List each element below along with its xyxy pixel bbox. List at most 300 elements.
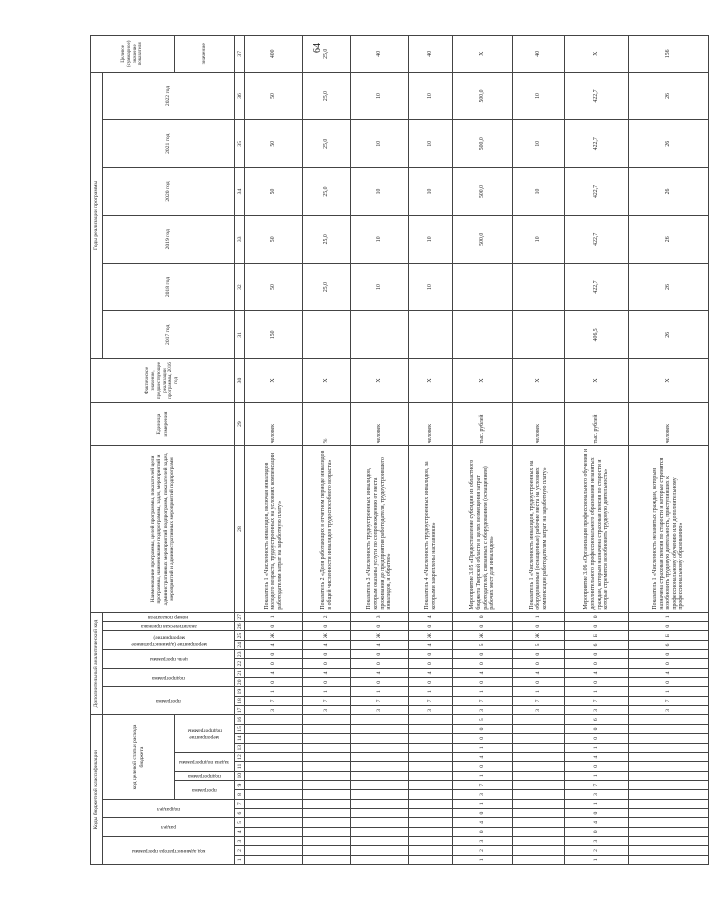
row-year-value: 50 (245, 263, 303, 311)
row-name: Мероприятие 3.05 «Предоставление субсидии из областного бюджета Тверской области в целях возмещения затрат работодателей, связанных с оборудованием (оснащением) рабочих мест для инвалидов» (453, 446, 513, 612)
code-cell: 0 (303, 678, 351, 687)
code-cell: 3 (351, 706, 409, 715)
code-cell: 5 (453, 715, 513, 724)
code-cell: 2 (303, 612, 351, 621)
code-cell (513, 855, 565, 864)
code-cell (629, 762, 709, 771)
table-row (351, 36, 409, 865)
code-cell: 0 (245, 650, 303, 659)
code-cell: 1 (565, 743, 629, 752)
code-cell: 0 (351, 622, 409, 631)
code-cell: 3 (409, 706, 453, 715)
code-cell (513, 780, 565, 789)
row-year-value: 26 (629, 311, 709, 359)
code-cell: 4 (303, 640, 351, 649)
code-cell (513, 799, 565, 808)
code-cell: 0 (565, 724, 629, 733)
code-cell: 0 (565, 612, 629, 621)
header-target-column: Целевое (суммарное) значение показателя (91, 36, 175, 73)
row-year-value: 10 (513, 72, 565, 120)
code-cell: 7 (513, 696, 565, 705)
code-cell: 7 (453, 696, 513, 705)
code-cell (409, 724, 453, 733)
code-cell: 1 (409, 687, 453, 696)
code-cell (351, 771, 409, 780)
row-year-value: 10 (351, 215, 409, 263)
code-cell: 1 (453, 855, 513, 864)
header-fact-column: Фактическое значение, предшествующее реализации программы, 2016 год (91, 359, 235, 403)
column-number: 33 (235, 215, 245, 263)
row-unit: человек (629, 402, 709, 446)
row-fact-value: Х (351, 359, 409, 403)
row-year-value: 26 (629, 263, 709, 311)
code-cell: 7 (245, 696, 303, 705)
row-unit: тыс. рублей (453, 402, 513, 446)
code-cell (513, 836, 565, 845)
row-fact-value: Х (513, 359, 565, 403)
row-year-value: 50 (245, 120, 303, 168)
column-number: 28 (235, 446, 245, 612)
row-year-value (303, 311, 351, 359)
row-fact-value: Х (629, 359, 709, 403)
code-cell (629, 752, 709, 761)
header-name-column: Наименование программы, целей программы, показателей цели программы, наименование подпрограммы, задач, мероприятий и административных мероприятий подпрограмм, показателей задач, мероприятий и административных мероприятий подпрограмм (91, 446, 235, 612)
column-number: 5 (235, 818, 245, 827)
header-unit-column: Единица измерения (91, 402, 235, 446)
code-cell: 0 (513, 650, 565, 659)
table-row (303, 36, 351, 865)
row-unit: человек (513, 402, 565, 446)
code-cell: 7 (453, 780, 513, 789)
code-cell (409, 762, 453, 771)
code-cell: 1 (303, 687, 351, 696)
code-cell (351, 734, 409, 743)
column-number: 4 (235, 827, 245, 836)
code-cell: 5 (513, 640, 565, 649)
code-cell (513, 762, 565, 771)
header-task-area (175, 752, 235, 771)
code-cell: 0 (351, 678, 409, 687)
row-year-value: 422,7 (565, 72, 629, 120)
code-cell (513, 743, 565, 752)
row-year-value: 25,0 (303, 168, 351, 216)
code-cell: 0 (513, 622, 565, 631)
code-cell: 0 (453, 808, 513, 817)
code-cell (303, 762, 351, 771)
row-year-value: 10 (513, 215, 565, 263)
code-cell: 1 (453, 743, 513, 752)
code-cell: 1 (513, 687, 565, 696)
code-cell (303, 808, 351, 817)
header-year-2017: 2017 год (103, 311, 235, 359)
code-cell: 4 (409, 640, 453, 649)
header-dac-indicator-text: номер показателя (148, 614, 189, 621)
row-target-value: Х (453, 36, 513, 73)
code-cell (245, 724, 303, 733)
code-cell (351, 752, 409, 761)
code-cell: Ж (351, 631, 409, 640)
code-cell (351, 808, 409, 817)
code-cell (245, 734, 303, 743)
code-cell: 7 (351, 696, 409, 705)
rotated-page-wrapper (90, 35, 685, 865)
code-cell: 0 (453, 827, 513, 836)
header-subsection-text: подраздел (156, 805, 181, 812)
code-cell (629, 836, 709, 845)
code-cell: 0 (453, 622, 513, 631)
code-cell (351, 836, 409, 845)
code-cell: 3 (303, 706, 351, 715)
code-cell (303, 780, 351, 789)
column-number: 16 (236, 716, 243, 723)
row-year-value (453, 263, 513, 311)
code-cell: 0 (453, 659, 513, 668)
row-target-value: 25,0 (303, 36, 351, 73)
row-year-value: 50 (245, 215, 303, 263)
header-dac-task-text: цель программы (149, 656, 188, 663)
code-cell: 1 (565, 855, 629, 864)
code-cell: 4 (409, 668, 453, 677)
code-cell (351, 780, 409, 789)
code-cell (629, 790, 709, 799)
header-extra-code: Дополнительный аналитический код (91, 612, 103, 715)
code-cell (513, 818, 565, 827)
code-cell: 4 (565, 668, 629, 677)
row-fact-value: Х (453, 359, 513, 403)
row-year-value: 10 (351, 120, 409, 168)
row-target-value: 40 (351, 36, 409, 73)
column-number: 35 (235, 120, 245, 168)
row-fact-value: Х (409, 359, 453, 403)
row-year-value (453, 311, 513, 359)
code-cell: 0 (245, 678, 303, 687)
header-year-2021: 2021 год (103, 120, 235, 168)
row-year-value: 406,5 (565, 311, 629, 359)
row-year-value: 422,7 (565, 215, 629, 263)
code-cell (629, 724, 709, 733)
code-cell: 4 (453, 752, 513, 761)
code-cell (513, 790, 565, 799)
header-dac-kind (103, 622, 235, 631)
row-year-value: 10 (409, 120, 453, 168)
row-year-value: 422,7 (565, 168, 629, 216)
code-cell (303, 724, 351, 733)
code-cell (409, 818, 453, 827)
row-year-value: 50 (245, 72, 303, 120)
row-name: Показатель 4 «Численность трудоустроенных инвалидов, за которыми закреплены наставники» (409, 446, 453, 612)
row-year-value: 150 (245, 311, 303, 359)
code-cell (409, 808, 453, 817)
code-cell (351, 724, 409, 733)
code-cell (629, 771, 709, 780)
column-number: 11 (236, 763, 243, 770)
row-year-value: 10 (513, 168, 565, 216)
row-name: Показатель 1 «Численность инвалидов, включая инвалидов молодого возраста, трудоустроенных на условиях компенсации работодателям затрат на заработную плату» (245, 446, 303, 612)
column-number: 24 (236, 642, 243, 648)
code-cell: 1 (245, 612, 303, 621)
code-cell: 0 (409, 650, 453, 659)
code-cell: 3 (245, 706, 303, 715)
code-cell (303, 771, 351, 780)
code-cell (351, 855, 409, 864)
code-cell (245, 808, 303, 817)
row-year-value: 422,7 (565, 120, 629, 168)
code-cell: 7 (303, 696, 351, 705)
header-activity-area (175, 715, 235, 752)
code-cell (245, 752, 303, 761)
column-number: 23 (236, 651, 243, 658)
code-cell: 7 (565, 780, 629, 789)
header-dac-kind-text: аналитическая признака (140, 623, 197, 630)
header-activity-area-text: мероприятие подпрограммы (187, 727, 222, 741)
code-cell (629, 734, 709, 743)
row-year-value: 422,7 (565, 263, 629, 311)
code-cell: Ж (453, 631, 513, 640)
header-year-2022: 2022 год (103, 72, 235, 120)
code-cell (409, 780, 453, 789)
code-cell: 6 (565, 640, 629, 649)
code-cell (351, 715, 409, 724)
row-year-value: 500,0 (453, 72, 513, 120)
row-year-value: 10 (513, 120, 565, 168)
header-value: значение (175, 36, 235, 73)
code-cell (245, 780, 303, 789)
header-admin-code (103, 836, 235, 864)
code-cell (629, 799, 709, 808)
row-name: Показатель 2 «Доля работающих в отчетном периоде инвалидов в общей численности инвалидов трудоспособного возраста» (303, 446, 351, 612)
code-cell (303, 734, 351, 743)
table-row (409, 36, 453, 865)
code-cell: 3 (629, 706, 709, 715)
column-number: 34 (235, 168, 245, 216)
column-number: 30 (235, 359, 245, 403)
row-name: Показатель 3 «Численность трудоустроенных инвалидов, которым оказаны услуги по сопровождению от места проживания до предприятия работодателя, трудоустроившего инвалидов, и обратно» (351, 446, 409, 612)
row-target-value: Х (565, 36, 629, 73)
code-cell (245, 855, 303, 864)
code-cell: 0 (453, 762, 513, 771)
code-cell: 1 (453, 771, 513, 780)
code-cell: 1 (513, 612, 565, 621)
header-budget-codes: Коды бюджетной классификации (91, 715, 103, 865)
table-body (245, 36, 709, 865)
header-subprogram (175, 771, 235, 780)
code-cell (351, 743, 409, 752)
code-cell: 1 (629, 612, 709, 621)
row-year-value: 500,0 (453, 120, 513, 168)
row-year-value (513, 311, 565, 359)
table-row (513, 36, 565, 865)
code-cell: 1 (351, 687, 409, 696)
code-cell: 0 (565, 762, 629, 771)
code-cell (409, 855, 453, 864)
row-year-value: 10 (351, 168, 409, 216)
code-cell: 4 (453, 818, 513, 827)
code-cell: 4 (513, 668, 565, 677)
column-number: 31 (235, 311, 245, 359)
row-year-value (513, 263, 565, 311)
header-year-2018: 2018 год (103, 263, 235, 311)
row-unit: человек (409, 402, 453, 446)
row-year-value: 26 (629, 72, 709, 120)
code-cell (513, 808, 565, 817)
code-cell: 1 (565, 799, 629, 808)
header-section (103, 818, 235, 837)
code-cell: 0 (513, 659, 565, 668)
row-unit: человек (351, 402, 409, 446)
code-cell (409, 827, 453, 836)
row-year-value (351, 311, 409, 359)
row-target-value: 156 (629, 36, 709, 73)
code-cell: 4 (629, 668, 709, 677)
header-dac-activity (103, 631, 235, 650)
header-year-2020: 2020 год (103, 168, 235, 216)
code-cell (303, 818, 351, 827)
code-cell (245, 827, 303, 836)
code-cell: 0 (565, 622, 629, 631)
header-program-text: программа (192, 786, 217, 793)
code-cell: 0 (453, 734, 513, 743)
code-cell: 5 (453, 640, 513, 649)
code-cell: 0 (245, 622, 303, 631)
code-cell: 7 (629, 696, 709, 705)
code-cell: 0 (565, 734, 629, 743)
row-year-value: 26 (629, 215, 709, 263)
code-cell (409, 799, 453, 808)
column-number: 3 (235, 836, 245, 845)
code-cell: 4 (351, 668, 409, 677)
code-cell (513, 752, 565, 761)
code-cell: Б (565, 631, 629, 640)
header-years-group: Годы реализации программы (91, 72, 103, 359)
code-cell: 4 (303, 668, 351, 677)
row-year-value: 10 (351, 72, 409, 120)
row-name: Показатель 1 «Численность инвалидов, трудоустроенных на оборудованные (оснащенные) рабочие места на условиях компенсации работодателям затрат на заработную плату» (513, 446, 565, 612)
header-dac-program-text: программа (156, 698, 181, 705)
code-cell: 4 (245, 640, 303, 649)
code-cell: 3 (351, 612, 409, 621)
table-row (629, 36, 709, 865)
code-cell: 0 (303, 650, 351, 659)
code-cell: 3 (565, 790, 629, 799)
header-section-text: раздел (161, 824, 176, 831)
code-cell (351, 846, 409, 855)
column-number: 17 (236, 707, 243, 714)
code-cell: 4 (565, 818, 629, 827)
column-number: 22 (236, 660, 243, 667)
code-cell: 6 (565, 715, 629, 724)
code-cell (303, 799, 351, 808)
code-cell (245, 818, 303, 827)
code-cell (351, 799, 409, 808)
column-number: 2 (235, 846, 245, 855)
column-number: 36 (235, 72, 245, 120)
code-cell: 4 (245, 668, 303, 677)
row-name: Показатель 1 «Численность незанятых граждан, которым назначена страховая пенсия по старости и которые стремятся возобновить трудовую деятельность, приступивших к профессиональному обучению или дополнительному профессиональному образованию» (629, 446, 709, 612)
table-row (453, 36, 513, 865)
code-cell: 4 (409, 612, 453, 621)
row-year-value: 500,0 (453, 215, 513, 263)
code-cell (409, 752, 453, 761)
row-year-value: 50 (245, 168, 303, 216)
header-program (175, 780, 235, 799)
code-cell (513, 771, 565, 780)
column-number: 18 (236, 698, 243, 704)
code-cell: 0 (245, 659, 303, 668)
column-number-row (235, 36, 245, 865)
column-number: 27 (236, 614, 243, 620)
column-number: 7 (235, 799, 245, 808)
code-cell (513, 734, 565, 743)
code-cell (409, 734, 453, 743)
code-cell (351, 762, 409, 771)
code-cell: 0 (629, 678, 709, 687)
code-cell (629, 846, 709, 855)
code-cell: Ж (303, 631, 351, 640)
code-cell (629, 808, 709, 817)
code-cell: 0 (453, 612, 513, 621)
header-subsection (103, 799, 235, 818)
row-year-value (409, 311, 453, 359)
column-number: 26 (236, 623, 243, 630)
row-fact-value: Х (565, 359, 629, 403)
column-number: 1 (235, 855, 245, 864)
budget-program-table (90, 35, 709, 865)
code-cell: 4 (565, 752, 629, 761)
code-cell: 2 (453, 846, 513, 855)
code-cell (513, 846, 565, 855)
header-dac-program (103, 687, 235, 715)
code-cell (629, 743, 709, 752)
row-year-value: 26 (629, 120, 709, 168)
code-cell: 3 (453, 706, 513, 715)
code-cell: 0 (565, 808, 629, 817)
code-cell: 3 (453, 836, 513, 845)
code-cell (303, 836, 351, 845)
code-cell (351, 818, 409, 827)
code-cell: 4 (351, 640, 409, 649)
column-number: 20 (236, 679, 243, 686)
code-cell: 7 (409, 696, 453, 705)
header-task-area-text: задача подпрограммы (179, 758, 230, 765)
column-number: 32 (235, 263, 245, 311)
code-cell (351, 827, 409, 836)
row-name: Мероприятие 3.06 «Организация профессионального обучения и дополнительного профессионального образования незанятых граждан, которым назначена страховая пенсия по старости и которые стремятся возобновить трудовую деятельность» (565, 446, 629, 612)
row-target-value: 40 (513, 36, 565, 73)
code-cell (245, 771, 303, 780)
code-cell (409, 771, 453, 780)
code-cell: Б (629, 631, 709, 640)
code-cell (513, 724, 565, 733)
column-number: 10 (236, 772, 243, 779)
code-cell: 0 (303, 659, 351, 668)
code-cell (409, 836, 453, 845)
header-dac-activity-text: мероприятие (административное мероприятие) (130, 634, 207, 647)
rotated-table-container (90, 35, 685, 865)
code-cell (245, 790, 303, 799)
column-number: 15 (236, 726, 243, 732)
code-cell (245, 836, 303, 845)
code-cell (351, 790, 409, 799)
code-cell (303, 827, 351, 836)
code-cell: Ж (409, 631, 453, 640)
code-cell (409, 846, 453, 855)
code-cell: 0 (453, 724, 513, 733)
header-admin-code-text: код администратора программы (131, 847, 206, 854)
column-number: 13 (236, 744, 243, 751)
row-year-value: 26 (629, 168, 709, 216)
row-unit: человек (245, 402, 303, 446)
column-number: 8 (235, 790, 245, 799)
